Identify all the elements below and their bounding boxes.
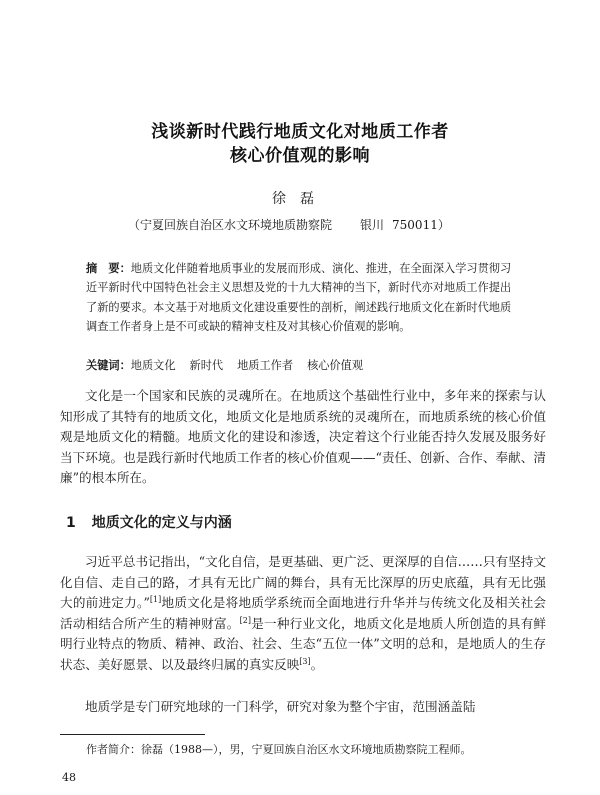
paragraph2-part3: 是一种行业文化，地质文化是地质人所创造的具有鲜明行业特点的物质、精神、政治、社会、生态“五位一体”文明的总和，是地质人的生存状态、美好愿景、以及最终归属的真实反映 [60,615,547,672]
author-name: 徐磊 [272,191,328,207]
paragraph2-part4: 。 [310,656,324,672]
paper-title-line2: 核心价值观的影响 [230,146,370,166]
affiliation-org: （宁夏回族自治区水文环境地质勘察院 [128,218,333,232]
keyword-item: 新时代 [189,359,224,372]
paragraph2-part1: 习近平总书记指出，“文化自信，是更基础、更广泛、更深厚的自信……只有坚持文化自信、走自己的路，才具有无比广阔的舞台，具有无比深厚的历史底蕴，具有无比强大的前进定力。” [60,554,546,611]
body-paragraph-3: 地质学是专门研究地球的一门科学，研究对象为整个宇宙，范围涵盖陆 [85,699,476,714]
footnote-divider [60,734,205,735]
section-number: 1 [66,515,76,531]
paper-title-line1: 浅谈新时代践行地质文化对地质工作者 [151,122,449,142]
section-title: 地质文化的定义与内涵 [91,515,232,531]
paragraph2-part2: 地质文化是将地质学系统而全面地进行升华并与传统文化及相关社会活动相结合所产生的精神财富。 [60,595,547,631]
abstract [86,259,516,337]
citation-ref: [1] [149,595,162,604]
page-number: 48 [62,771,76,784]
author-footnote: 作者简介：徐磊（1988—），男，宁夏回族自治区水文环境地质勘察院工程师。 [86,743,472,756]
keywords [86,356,516,375]
citation-ref: [3] [299,656,311,666]
affiliation [128,216,488,233]
affiliation-city: 银川 [360,218,385,232]
keywords-label: 关键词： [86,359,131,372]
body-paragraph-1: 文化是一个国家和民族的灵魂所在。在地质这个基础性行业中，多年来的探索与认知形成了其特有的地质文化，地质文化是地质系统的灵魂所在，而地质系统的核心价值观是地质文化的精髓。地质文化的建设和渗透，决定着这个行业能否持久发展及服务好当下环境。也是践行新时代地质工作者的核心价值观——“责任、创新、合作、奉献、清廉”的根本所在。 [60,388,546,486]
body-paragraph-2 [60,552,546,676]
citation-ref: [2] [239,615,251,625]
keyword-item: 地质文化 [130,359,176,372]
keyword-item: 核心价值观 [307,359,364,372]
keyword-item: 地质工作者 [237,359,294,372]
abstract-text: 地质文化伴随着地质事业的发展而形成、演化、推进，在全面深入学习贯彻习近平新时代中国特色社会主义思想及党的十九大精神的当下，新时代亦对地质工作提出了新的要求。本文基于对地质文化建设重要性的剖析，阐述践行地质文化在新时代地质调查工作者身上是不可或缺的精神支柱及对其核心价值观的影响。 [86,262,512,334]
section-heading [66,512,232,532]
affiliation-zip: 750011） [392,218,450,232]
abstract-label: 摘 要： [86,262,131,275]
